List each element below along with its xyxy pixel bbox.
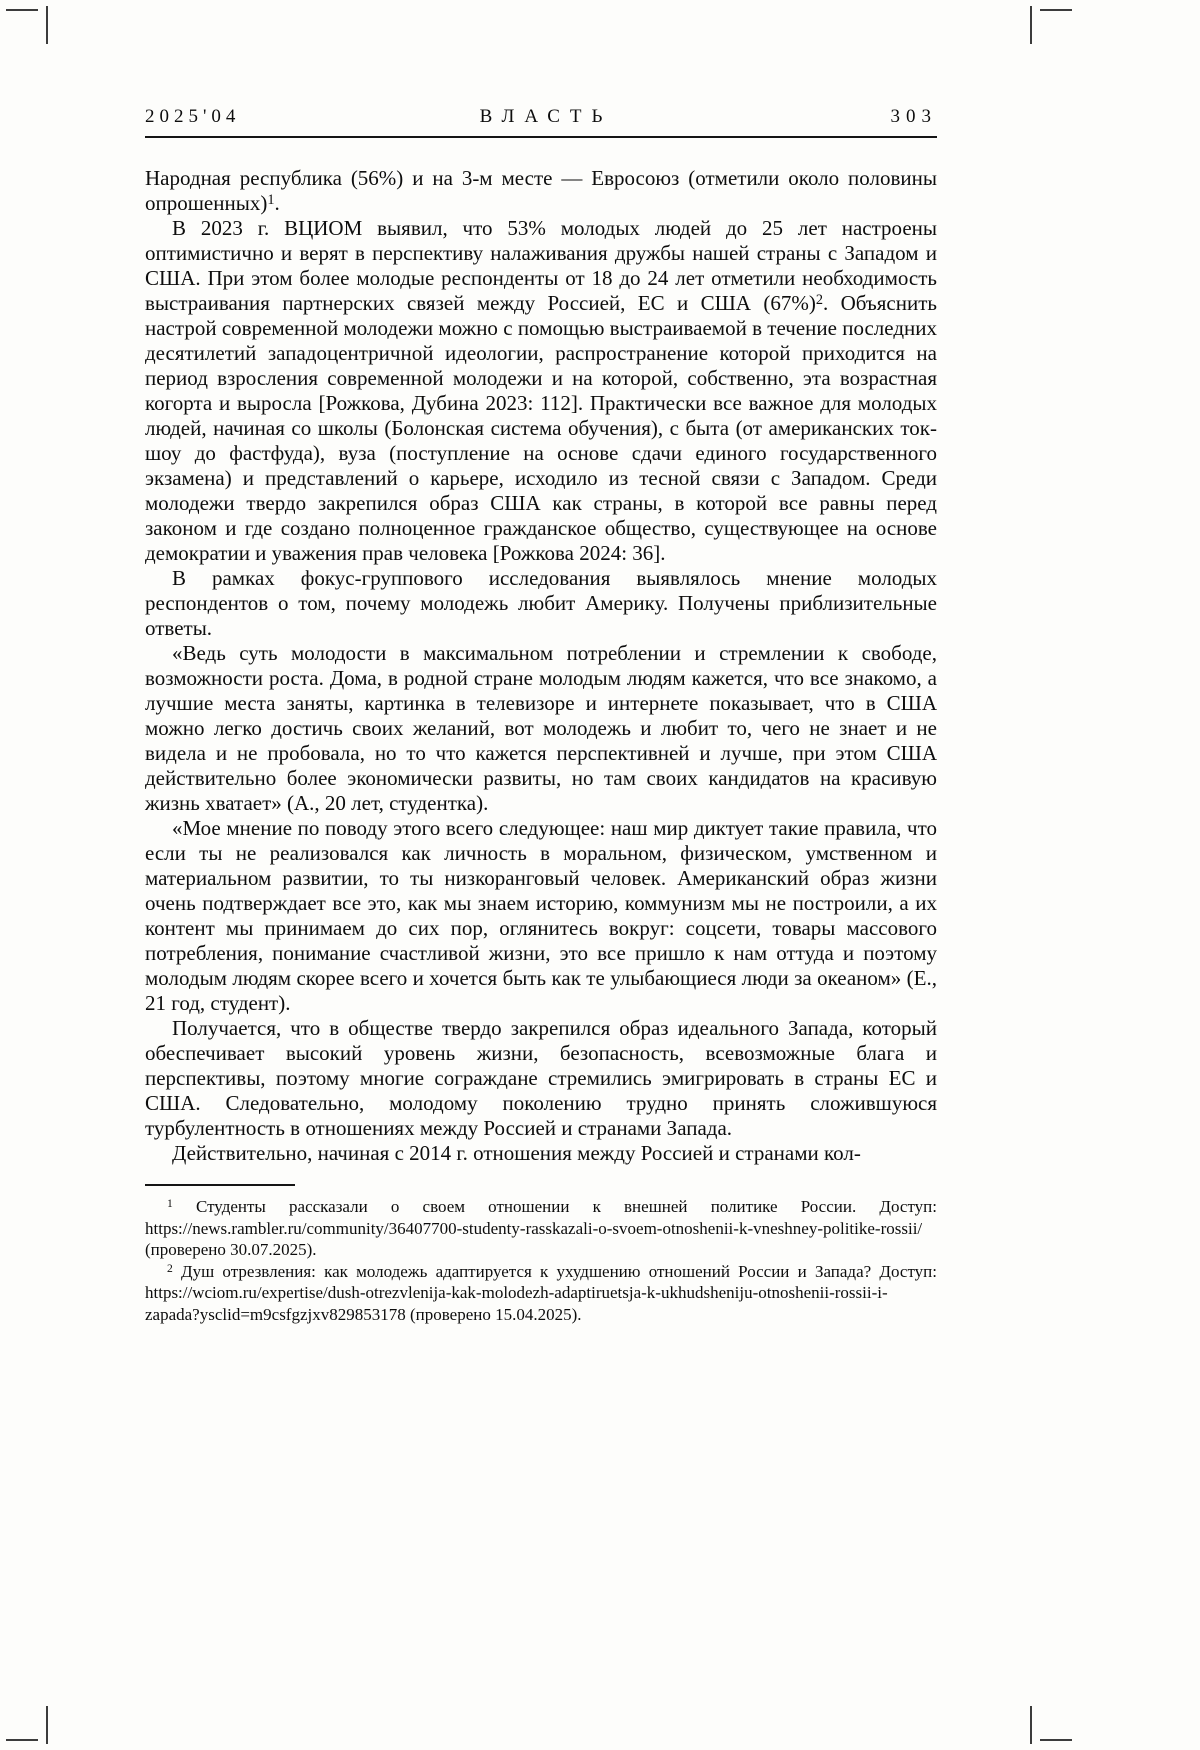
issue-label: 2025'04 [145,106,241,127]
page-number: 303 [890,106,937,127]
paragraph: «Ведь суть молодости в максимальном потреблении и стремлении к свободе, возможности роста. Дома, в родной стране молодым людям кажется, что все знакомо, а лучшие места заняты, картинка в телевизоре и интернете показывает, что в США можно легко достичь своих желаний, вот молодежь и любит то, чего не знает и не видела и не пробовала, но то что кажется перспективней и лучше, при этом США действительно более экономически развиты, но там своих кандидатов на красивую жизнь хватает» (А., 20 лет, студентка). [145,641,937,815]
paragraph: В 2023 г. ВЦИОМ выявил, что 53% молодых людей до 25 лет настроены оптимистично и верят в перспективу налаживания дружбы нашей страны с Западом и США. При этом более молодые респонденты от 18 до 24 лет отметили необходимость выстраивания партнерских связей между Россией, ЕС и США (67%)$^2$. Объяснить настрой современной молодежи можно с помощью выстраиваемой в течение последних десятилетий западоцентричной идеологии, распространение которой приходится на период взросления современной молодежи и на которой, собственно, эта возрастная когорта и выросла [Рожкова, Дубина 2023: 112]. Практически все важное для молодых людей, начиная со школы (Болонская система обучения), с быта (от американских ток-шоу до фастфуда), вуза (поступление на основе сдачи единого государственного экзамена) и представлений о карьере, исходило из тесной связи с Западом. Среди молодежи твердо закрепился образ США как страны, в которой все равны перед законом и где создано полноценное гражданское общество, существующее на основе демократии и уважения прав человека [Рожкова 2024: 36]. [145,216,937,565]
footnote-separator [145,1184,295,1186]
header-rule [145,136,937,138]
crop-mark [6,1739,38,1741]
footnote: $^2$ Душ отрезвления: как молодежь адаптируется к ухудшению отношений России и Запада? Доступ: https://wciom.ru/expertise/dush-otrezvlenija-kak-molodezh-adaptiruetsja-k-ukhudsheniju-otnoshenii-rossii-i-zapada?ysclid=m9csfgzjxv829853178 (проверено 15.04.2025). [145,1261,937,1324]
running-head [145,106,937,128]
crop-mark [1040,1739,1072,1741]
footnotes-section [145,1196,937,1325]
crop-mark [1030,6,1032,44]
crop-mark [46,6,48,44]
paragraph: Действительно, начиная с 2014 г. отношения между Россией и странами кол- [172,1141,861,1165]
paragraph: «Мое мнение по поводу этого всего следующее: наш мир диктует такие правила, что если ты не реализовался как личность в моральном, физическом, умственном и материальном развитии, то ты низкоранговый человек. Американский образ жизни очень подтверждает все это, как мы знаем историю, коммунизм мы не построили, а их контент мы принимаем до сих пор, оглянитесь вокруг: соцсети, товары массового потребления, понимание счастливой жизни, это все пришло к нам оттуда и поэтому молодым людям скорее всего и хочется быть как те улыбающиеся люди за океаном» (Е., 21 год, студент). [145,816,937,1015]
crop-mark [1040,9,1072,11]
crop-mark [1030,1706,1032,1744]
footnote-number: 2 [167,1261,173,1275]
footnote-number: 1 [167,1197,173,1211]
footnote-reference: 1 [267,192,275,209]
footnote: $^1$ Студенты рассказали о своем отношении к внешней политике России. Доступ: https://news.rambler.ru/community/36407700-studenty-rasskazali-o-svoem-otnoshenii-k-vneshney-politike-rossii/ (проверено 30.07.2025). [145,1197,937,1259]
page-content [145,0,937,1325]
article-body [145,166,937,1166]
crop-mark [6,9,38,11]
footnote-reference: 2 [815,292,823,309]
paragraph: В рамках фокус-группового исследования выявлялось мнение молодых респондентов о том, почему молодежь любит Америку. Получены приблизительные ответы. [145,566,937,640]
journal-title: ВЛАСТЬ [479,106,613,127]
paragraph: Получается, что в обществе твердо закрепился образ идеального Запада, который обеспечивает высокий уровень жизни, безопасность, всевозможные блага и перспективы, поэтому многие сограждане стремились эмигрировать в страны ЕС и США. Следовательно, молодому поколению трудно принять сложившуюся турбулентность в отношениях между Россией и странами Запада. [145,1016,937,1140]
crop-mark [46,1706,48,1744]
paragraph: Народная республика (56%) и на 3-м месте — Евросоюз (отметили около половины опрошенных)$^1$. [145,166,937,215]
